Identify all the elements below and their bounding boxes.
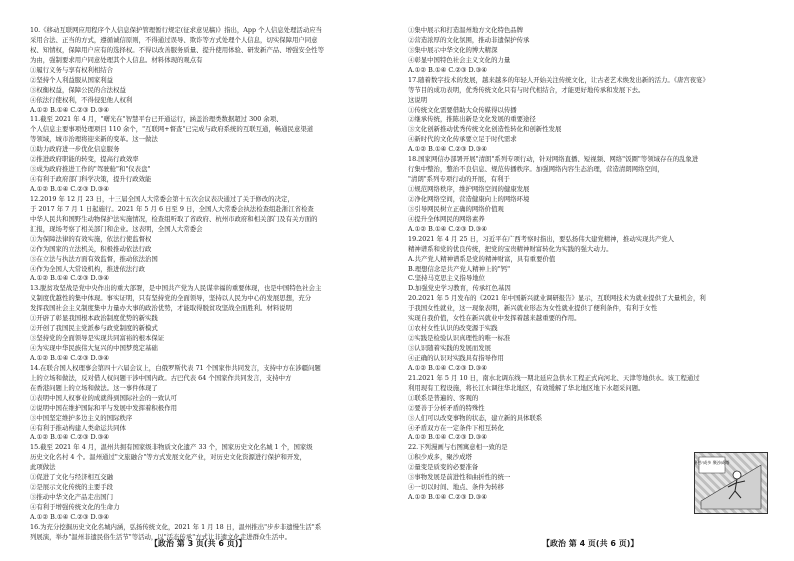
left-line: ②是展示文化传统的主要手段 bbox=[30, 483, 114, 492]
right-line: ①规范网络秩序，维护网络空间的健康发展 bbox=[408, 185, 530, 193]
right-line: ④矛盾双方在一定条件下相互转化 bbox=[408, 423, 504, 432]
right-line: 17.随着数字技术的发展，越来越多的年轻人开始关注传统文化，让古老艺术焕发出新的活力。《唐宫夜宴》 bbox=[408, 75, 709, 84]
right-line: ②净化网络空间，营造健康向上的网络环境 bbox=[408, 194, 530, 203]
left-line: A.①② B.①④ C.②③ D.③④ bbox=[30, 185, 109, 193]
left-line: A.①② B.①④ C.②③ D.③④ bbox=[30, 433, 109, 442]
left-line: A.①② B.①④ C.②③ D.③④ bbox=[30, 105, 109, 114]
left-line: 12.2019 年 12 月 23 日，十三届全国人大常委会第十五次会议表决通过了关于修改的决定， bbox=[30, 194, 294, 203]
right-line: ①积少成多，聚沙成塔 bbox=[408, 453, 472, 462]
right-line: 精神谱系和党的优良传统，把党的宝贵精神财富转化为实践的强大动力。 bbox=[408, 244, 613, 253]
right-line: 利用现有工程设施，将长江水调往华北地区，有效缓解了华北地区地下水超采问题。 bbox=[408, 383, 645, 392]
left-line: ③坚持党的全面领导是实现共同富裕的根本保证 bbox=[30, 334, 165, 343]
left-line: 个人信息主要事项处理项目 110 余个，"互联网+督查"已完成与政府系统的互联互通，畅通民意渠道 bbox=[30, 125, 314, 134]
left-line: 权、知情权，保障用户应有的选择权。不得以改善服务质量、提升使用体验、研发新产品、增强安全性等 bbox=[30, 45, 324, 54]
left-line: ①开辟了彰显我国根本政治制度优势的新实践 bbox=[30, 314, 158, 323]
right-line: 19.2021 年 4 月 25 日，习近平在广西考察时指出，要弘扬伟大建党精神，推动实现共产党人 bbox=[408, 234, 675, 243]
right-line: ②营造浓厚的文化氛围，推动非遗保护传承 bbox=[408, 35, 530, 44]
right-line: ③集中展示中华文化的博大精深 bbox=[408, 45, 498, 54]
right-line: C.坚持马克思主义指导地位 bbox=[408, 274, 485, 283]
left-line: ④为实现中华民族伟大复兴的中国梦奠定基础 bbox=[30, 344, 158, 352]
left-line: ②作为国家的立法机关，积极推动依法行政 bbox=[30, 244, 152, 253]
left-line: 上的立场和做法，反对借人权问题干涉中国内政。古巴代表 64 个国家作共同发言，支持中方 bbox=[30, 373, 292, 382]
left-line: ④依法行使权利，不得侵犯他人权利 bbox=[30, 95, 133, 104]
right-line: ①集中展示和打造温州地方文化特色品牌 bbox=[408, 26, 524, 34]
left-line: ③在立法与执法方面有效监督，推动依法治国 bbox=[30, 254, 158, 263]
left-line: 14.在联合国人权理事会第四十六届会议上，白俄罗斯代表 71 个国家作共同发言，支持中方在涉疆问题 bbox=[30, 363, 321, 372]
left-line: ③中国坚定维护多边主义的国际秩序 bbox=[30, 413, 133, 422]
left-line: ③成为政府推进工作的"驾驶舱"和"仪表盘" bbox=[30, 165, 151, 174]
right-line: ①农村女性认识的改变源于实践 bbox=[408, 324, 498, 333]
right-line: ②要善于分析矛盾的特殊性 bbox=[408, 403, 485, 412]
right-line: A.共产党人精神谱系是党的精神财富，具有重要价值 bbox=[408, 254, 556, 263]
left-line: 在香港问题上的立场和做法。这一事件体现了 bbox=[30, 383, 158, 392]
left-line: 采用合法、正当的方式，遵循诚信原则，不得通过误导、欺诈等方式处理个人信息，切实保障用户同意 bbox=[30, 35, 318, 44]
left-line: ①为保障法律的有效实施，依法行使监督权 bbox=[30, 234, 152, 243]
left-line: ③权衡权益，保障公民的合法权益 bbox=[30, 85, 126, 94]
left-line: ①表明中国人权事业的成就得到国际社会的一致认可 bbox=[30, 393, 177, 402]
right-line: 这说明 bbox=[408, 95, 428, 104]
left-line: ①助力政府进一步优化信息服务 bbox=[30, 145, 120, 154]
left-line: 中华人民共和国野生动物保护法实施情况，检查组听取了省政府、杭州市政府和相关部门及有关方面的 bbox=[30, 214, 318, 223]
left-line: 于 2017 年 7 月 1 日起施行。2021 年 5 月 6 日至 9 日，全国人大常委会执法检查组赴浙江省检查 bbox=[30, 204, 314, 213]
right-line: A.①② B.①④ C.②③ D.③④ bbox=[408, 493, 487, 502]
right-line: A.①② B.①④ C.②③ D.③④ bbox=[408, 145, 487, 154]
left-line: A.①② B.①④ C.②③ D.③④ bbox=[30, 353, 109, 362]
right-line: 行集中整治，整治不良信息、规范传播秩序。加强网络内容生态治理，营造清朗网络空间， bbox=[408, 165, 664, 174]
left-line: ②推进政府职能的转变，提高行政效率 bbox=[30, 155, 139, 164]
left-line: A.①② B.①④ C.②③ D.③④ bbox=[30, 274, 109, 283]
left-line: 为由，强制要求用户同意处理其个人信息。材料体现的观点有 bbox=[30, 55, 203, 64]
right-line: ③文化创新推动优秀传统文化创造性转化和创新性发展 bbox=[408, 125, 562, 134]
left-line: ④有利于政府部门科学决策，提升行政效能 bbox=[30, 175, 152, 184]
cartoon-figure-icon bbox=[695, 453, 767, 513]
right-line: "清朗"系列专项行动的开展，有利于 bbox=[408, 175, 510, 184]
right-line: 于我国女性就业，这一现象表明，新兴就业形态为女性就业提供了便利条件，有利于女性 bbox=[408, 304, 658, 313]
left-column bbox=[30, 26, 402, 543]
cartoon-caption-text: 积少成多 聚沙成塔 bbox=[695, 460, 730, 465]
left-line: 列展演，举办"温州非遗民俗生活节"等活动，以"活态传承"方式让非遗文化走进群众生活中。 bbox=[30, 532, 291, 541]
right-line: 等节目的成功表明，优秀传统文化只有与时代相结合，才能更好地传承和发展下去。 bbox=[408, 85, 645, 94]
right-line: 22.下列漫画与右图寓意相一致的是 bbox=[408, 443, 508, 452]
left-line: ②坚持个人利益服从国家利益 bbox=[30, 75, 114, 84]
right-line: 21.2021 年 5 月 10 日，南水北调东线一期北延应急供水工程正式向河北、天津等地供水。该工程通过 bbox=[408, 373, 700, 382]
right-line: ④正确的认识对实践具有指导作用 bbox=[408, 353, 504, 362]
left-line: ①履行义务与享有权利相结合 bbox=[30, 65, 114, 74]
right-line: 20.2021 年 5 月发布的《2021 年中国新兴就业调研报告》显示，互联网技术为就业提供了大量机会，利 bbox=[408, 294, 706, 303]
right-line: ②实践是检验认识真理性的唯一标准 bbox=[408, 334, 511, 343]
right-column bbox=[408, 26, 770, 503]
left-line: A.①② B.①④ C.②③ D.③④ bbox=[30, 512, 109, 521]
right-line: 实现自我价值，女性在新兴就业中发挥着越来越重要的作用。 bbox=[408, 314, 581, 323]
left-line: 等领域，城市治理将迎来新的变革。这一做法 bbox=[30, 135, 158, 144]
left-line: 11.截至 2021 年 4 月，"曙光在"智慧平台已开通运行，涵盖治理类数据超过 300 余项、 bbox=[30, 115, 283, 124]
right-line: A.①② B.①④ C.②③ D.③④ bbox=[408, 224, 487, 233]
right-line: B.理想信念是共产党人精神上的"钙" bbox=[408, 264, 511, 273]
left-line: 此项做法 bbox=[30, 463, 56, 472]
left-line: 汇报，现场考察了相关部门和企业。这表明，全国人大常委会 bbox=[30, 224, 203, 233]
left-line: ④有利于增强传统文化的生命力 bbox=[30, 503, 120, 511]
cartoon-illustration bbox=[694, 452, 768, 514]
left-line: 16.为充分挖掘历史文化名城内涵，弘扬传统文化，2021 年 1 月 18 日，温州推出"步步非遗慢生活"系 bbox=[30, 522, 322, 531]
left-line: ①促进了文化与经济相互交融 bbox=[30, 473, 114, 482]
right-line: A.①② B.①④ C.②③ D.③④ bbox=[408, 433, 487, 442]
left-line: ②开创了我国民主党派参与政党制度的新模式 bbox=[30, 324, 158, 333]
left-line: 发挥我国社会主义制度集中力量办大事的政治优势，才能取得脱贫攻坚战全面胜利。材料说明 bbox=[30, 304, 293, 313]
right-line: ①联系是普遍的、客观的 bbox=[408, 393, 479, 402]
footer-right: 【政治 第 4 页(共 6 页)】 bbox=[542, 539, 639, 548]
left-line: ④作为全国人大常设机构，推进依法行政 bbox=[30, 264, 146, 273]
right-line: ④新时代的文化传承要立足于时代需求 bbox=[408, 135, 517, 144]
left-line: ③推动中华文化产品走出国门 bbox=[30, 493, 114, 502]
left-line: ②说明中国在维护国际和平与发展中发挥着积极作用 bbox=[30, 403, 177, 412]
right-line: ③引导网民树立正确的网络价值观 bbox=[408, 204, 504, 213]
right-line: ④彰显中国特色社会主义文化的力量 bbox=[408, 55, 511, 64]
right-line: 18.国家网信办部署开展"清朗"系列专项行动，针对网络直播、短视频、网络"饭圈"等领域存在的乱象进 bbox=[408, 155, 699, 164]
footer-left: 【政治 第 3 页(共 6 页)】 bbox=[150, 539, 247, 548]
right-line: ①传统文化需要借助大众传媒得以传播 bbox=[408, 105, 517, 114]
right-line: A.①② B.①④ C.②③ D.③④ bbox=[408, 363, 487, 372]
right-line: ③事物发展是前进性和曲折性的统一 bbox=[408, 473, 511, 482]
left-line: 13.脱贫攻坚战是党中央作出的重大部署，是中国共产党为人民谋幸福的重要体现，也是中国特色社会主 bbox=[30, 284, 322, 293]
right-line: ④一切以时间、地点、条件为转移 bbox=[408, 483, 504, 492]
left-line: ④有利于推动构建人类命运共同体 bbox=[30, 423, 126, 432]
left-line: 10.《移动互联网应用程序个人信息保护管理暂行规定(征求意见稿)》指出，App 个人信息处理活动应当 bbox=[30, 26, 322, 34]
right-line: ④提升全体网民的网络素养 bbox=[408, 214, 485, 223]
left-line: 历史文化名村 4 个。温州通过"文旅融合"等方式发展文化产业，对历史文化资源进行保护和开发， bbox=[30, 453, 307, 462]
right-line: ③人们可以改变事物的状态，建立新的具体联系 bbox=[408, 413, 543, 422]
left-line: 义制度优越性的集中体现。事实证明，只有坚持党的全面领导，坚持以人民为中心的发展思想，充分 bbox=[30, 294, 312, 303]
right-line: A.①② B.①④ C.②③ D.③④ bbox=[408, 65, 487, 74]
right-line: ②量变是质变的必要准备 bbox=[408, 463, 479, 472]
right-line: ③认识随着实践的发展而发展 bbox=[408, 344, 492, 352]
left-line: 15.截至 2021 年 4 月，温州共拥有国家级非物质文化遗产 33 个，国家历史文化名城 1 个，国家级 bbox=[30, 443, 313, 452]
right-line: ②继承传统，推陈出新是文化发展的重要途径 bbox=[408, 115, 536, 124]
right-line: D.加强党史学习教育，传承红色基因 bbox=[408, 284, 511, 293]
